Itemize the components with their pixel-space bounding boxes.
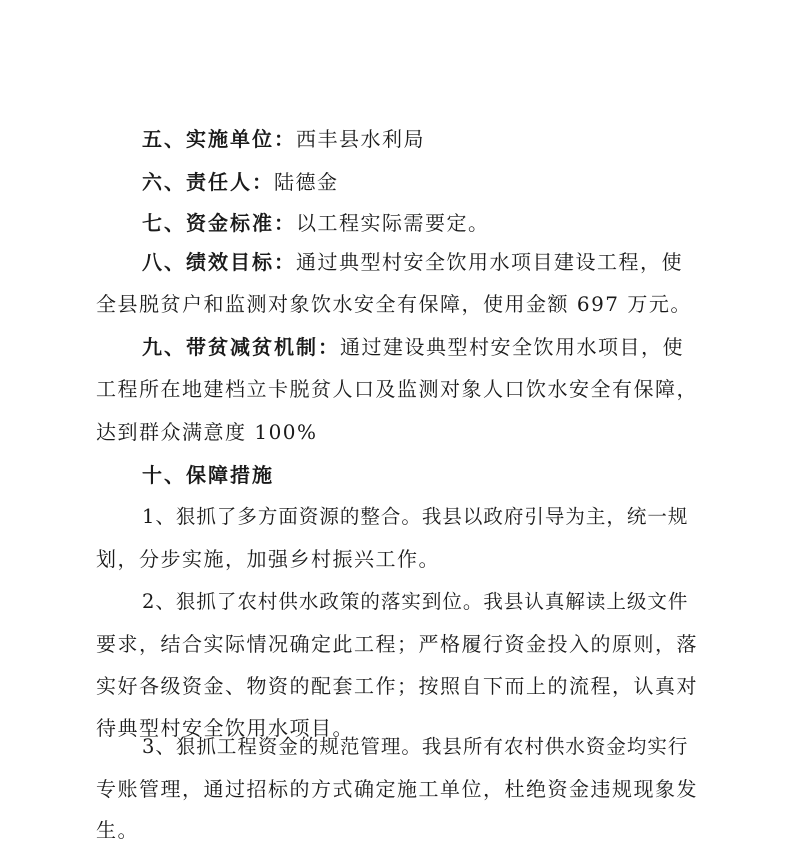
section-8-line-1 — [142, 250, 683, 274]
measure-2-line-3 — [96, 674, 698, 698]
measure-3-text-1: 3、狠抓工程资金的规范管理。我县所有农村供水资金均实行 — [142, 735, 689, 758]
section-8-heading: 八、绩效目标： — [142, 250, 296, 274]
section-9-text-1: 通过建设典型村安全饮用水项目，使 — [340, 335, 684, 359]
section-6-text: 陆德金 — [274, 170, 339, 194]
section-8-line-2 — [96, 292, 692, 316]
measure-3-text-2: 专账管理，通过招标的方式确定施工单位，杜绝资金违规现象发 — [96, 777, 698, 801]
section-5-heading: 五、实施单位： — [142, 127, 296, 151]
section-5 — [142, 127, 425, 151]
measure-1-text-1: 1、狠抓了多方面资源的整合。我县以政府引导为主，统一规 — [142, 505, 689, 528]
measure-2-line-1 — [142, 590, 688, 614]
measure-1-line-1 — [142, 505, 688, 529]
section-7 — [142, 211, 490, 235]
section-6-heading: 六、责任人： — [142, 170, 274, 194]
measure-3-line-2 — [96, 777, 698, 801]
measure-1-line-2 — [96, 547, 440, 571]
section-7-heading: 七、资金标准： — [142, 211, 296, 235]
measure-3-line-1 — [142, 735, 688, 759]
section-10-heading: 十、保障措施 — [142, 463, 274, 487]
measure-2-line-2 — [96, 632, 698, 656]
section-9-heading: 九、带贫减贫机制： — [142, 335, 340, 359]
section-8-text-1: 通过典型村安全饮用水项目建设工程，使 — [296, 250, 683, 274]
section-9-text-3: 达到群众满意度 100% — [96, 420, 318, 444]
section-9-line-3 — [96, 420, 318, 444]
section-6 — [142, 170, 339, 194]
section-10-heading-line — [142, 463, 274, 487]
measure-3-text-3: 生。 — [96, 818, 139, 842]
measure-2-text-3: 实好各级资金、物资的配套工作；按照自下而上的流程，认真对 — [96, 674, 698, 698]
section-5-text: 西丰县水利局 — [296, 127, 425, 151]
section-8-text-2: 全县脱贫户和监测对象饮水安全有保障，使用金额 697 万元。 — [96, 292, 692, 316]
section-7-text: 以工程实际需要定。 — [296, 211, 490, 235]
measure-2-text-2: 要求，结合实际情况确定此工程；严格履行资金投入的原则，落 — [96, 632, 698, 656]
section-9-text-2: 工程所在地建档立卡脱贫人口及监测对象人口饮水安全有保障， — [96, 377, 698, 401]
section-9-line-2 — [96, 377, 698, 401]
measure-2-text-1: 2、狠抓了农村供水政策的落实到位。我县认真解读上级文件 — [142, 590, 689, 613]
measure-2-text-4: 待典型村安全饮用水项目。 — [96, 716, 354, 740]
section-9-line-1 — [142, 335, 684, 359]
measure-3-line-3 — [96, 818, 139, 842]
measure-1-text-2: 划，分步实施，加强乡村振兴工作。 — [96, 547, 440, 571]
